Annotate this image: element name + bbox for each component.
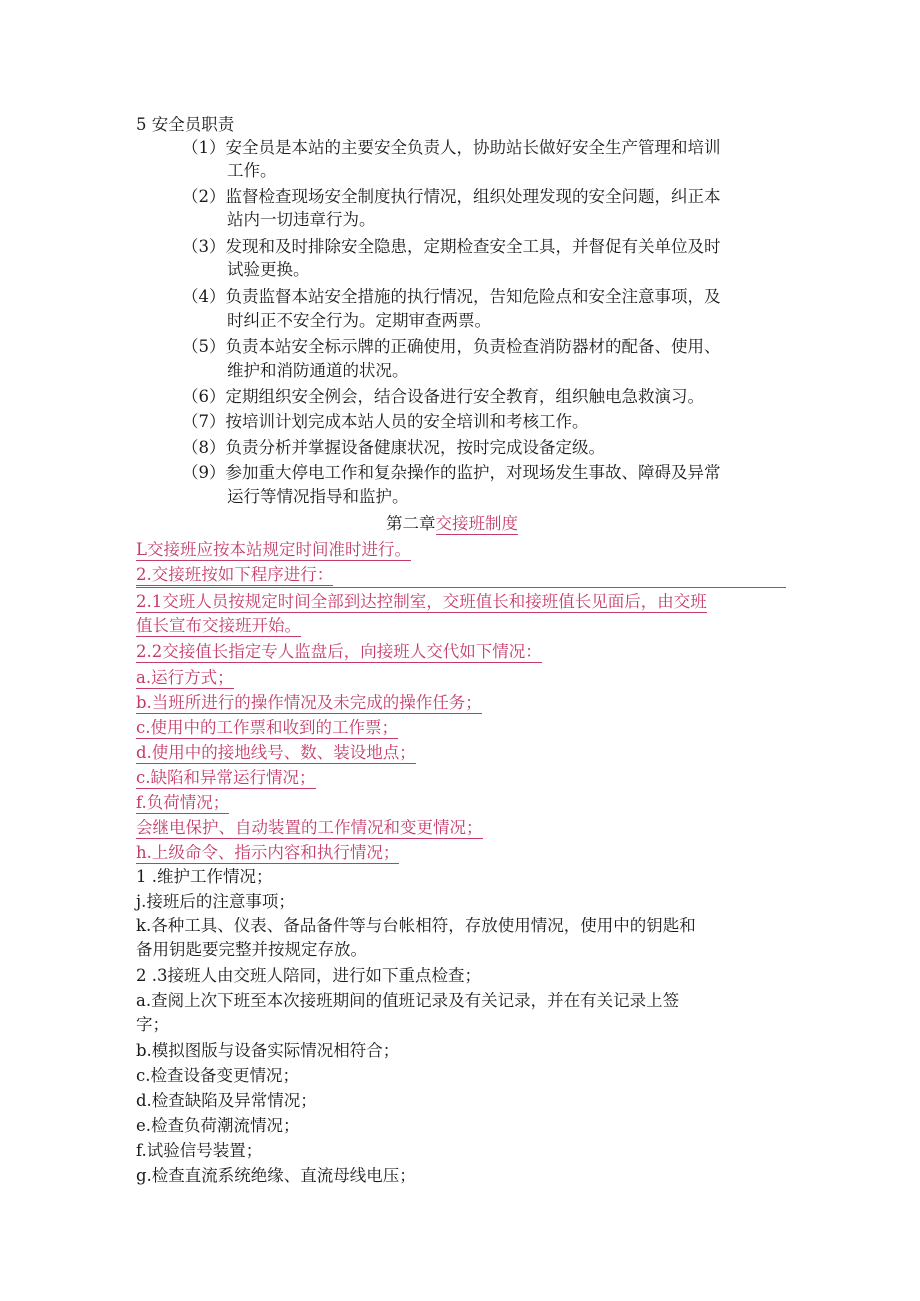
revised-line-7: b.当班所进行的操作情况及未完成的操作任务； xyxy=(136,693,482,712)
duty-item-1: （1）安全员是本站的主要安全负责人，协助站长做好安全生产管理和培训 xyxy=(182,138,721,157)
body-line-4: 备用钥匙要完整并按规定存放。 xyxy=(136,940,367,959)
duty-item-9: （9）参加重大停电工作和复杂操作的监护，对现场发生事故、障碍及异常 xyxy=(182,463,721,482)
body-line-1: 1 .维护工作情况； xyxy=(136,867,273,886)
revised-line-10: c.缺陷和异常运行情况； xyxy=(136,768,316,787)
chapter-title xyxy=(386,514,518,534)
body-line-2: j.接班后的注意事项； xyxy=(136,892,295,911)
duty-item-6: （6）定期组织安全例会，结合设备进行安全教育，组织触电急救演习。 xyxy=(182,387,704,406)
body-line-3: k.各种工具、仪表、备品备件等与台帐相符，存放使用情况，使用中的钥匙和 xyxy=(136,916,696,935)
revised-line-12: 会继电保护、自动装置的工作情况和变更情况； xyxy=(136,818,483,837)
body-line-10: d.检查缺陷及异常情况； xyxy=(136,1091,317,1110)
duty-item-1-cont: 工作。 xyxy=(227,161,277,180)
revised-line-4: 值长宣布交接班开始。 xyxy=(136,616,301,635)
revised-line-6: a.运行方式； xyxy=(136,668,234,687)
revised-line-1: L交接班应按本站规定时间准时进行。 xyxy=(136,540,411,559)
body-line-5: 2 .3接班人由交班人陪同，进行如下重点检查； xyxy=(136,966,481,985)
duty-item-5: （5）负责本站安全标示牌的正确使用，负责检查消防器材的配备、使用、 xyxy=(182,337,721,356)
chapter-title-prefix: 第二章 xyxy=(386,514,436,533)
duty-item-2: （2）监督检查现场安全制度执行情况，组织处理发现的安全问题，纠正本 xyxy=(182,187,721,206)
body-line-7: 字； xyxy=(136,1015,169,1034)
revised-line-2: 2.交接班按如下程序进行： xyxy=(136,565,334,584)
body-line-12: f.试验信号装置； xyxy=(136,1141,263,1160)
revised-line-5: 2.2交接值长指定专人监盘后，向接班人交代如下情况： xyxy=(136,642,542,661)
duty-item-3-cont: 试验更换。 xyxy=(227,260,310,279)
chapter-title-main: 交接班制度 xyxy=(435,514,518,533)
duty-item-7: （7）按培训计划完成本站人员的安全培训和考核工作。 xyxy=(182,412,589,431)
duty-item-2-cont: 站内一切违章行为。 xyxy=(227,210,376,229)
duty-item-4: （4）负责监督本站安全措施的执行情况，告知危险点和安全注意事项，及 xyxy=(182,287,721,306)
body-line-8: b.模拟图版与设备实际情况相符合； xyxy=(136,1041,400,1060)
body-line-11: e.检查负荷潮流情况； xyxy=(136,1116,300,1135)
body-line-6: a.查阅上次下班至本次接班期间的值班记录及有关记录，并在有关记录上签 xyxy=(136,991,680,1010)
section-5-heading: 5 安全员职责 xyxy=(136,115,235,134)
duty-item-9-cont: 运行等情况指导和监护。 xyxy=(227,487,409,506)
body-line-9: c.检查设备变更情况； xyxy=(136,1066,299,1085)
revised-line-9: d.使用中的接地线号、数、装设地点； xyxy=(136,743,416,762)
duty-item-8: （8）负责分析并掌握设备健康状况，按时完成设备定级。 xyxy=(182,438,605,457)
duty-item-5-cont: 维护和消防通道的状况。 xyxy=(227,361,409,380)
body-line-13: g.检查直流系统绝缘、直流母线电压； xyxy=(136,1166,416,1185)
horizontal-rule xyxy=(136,587,786,588)
revised-line-8: c.使用中的工作票和收到的工作票； xyxy=(136,718,398,737)
revised-line-11: f.负荷情况； xyxy=(136,793,230,812)
duty-item-3: （3）发现和及时排除安全隐患，定期检查安全工具，并督促有关单位及时 xyxy=(182,237,721,256)
revised-line-3: 2.1交班人员按规定时间全部到达控制室，交班值长和接班值长见面后，由交班 xyxy=(136,592,707,611)
duty-item-4-cont: 时纠正不安全行为。定期审查两票。 xyxy=(227,311,491,330)
revised-line-13: h.上级命令、指示内容和执行情况； xyxy=(136,843,400,862)
